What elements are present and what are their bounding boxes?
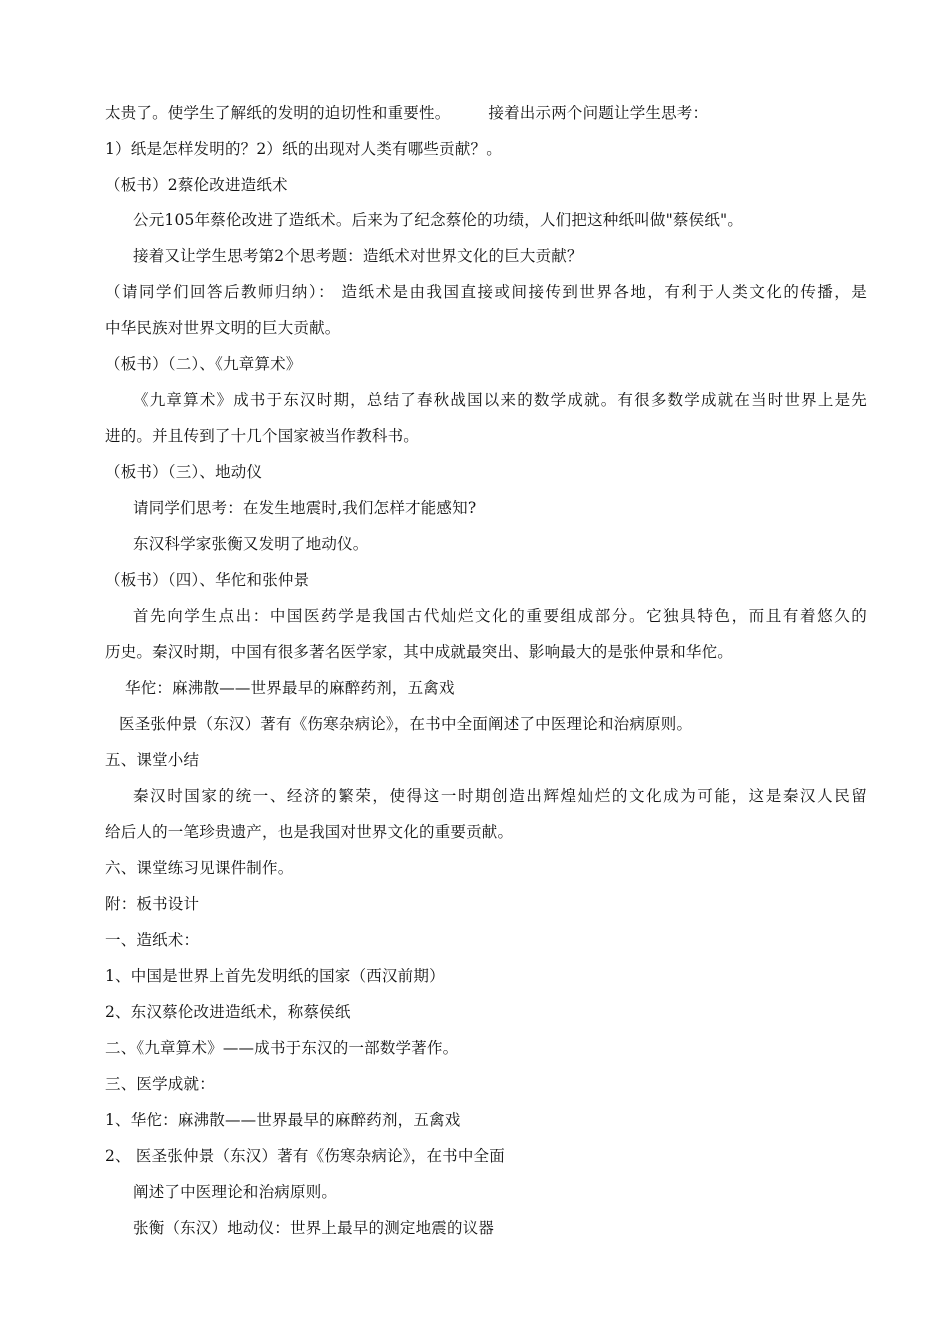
text-segment: 太贵了。使学生了解纸的发明的迫切性和重要性。 bbox=[105, 104, 451, 122]
text-line: 1、中国是世界上首先发明纸的国家（西汉前期） bbox=[105, 967, 445, 985]
text-line: 接着又让学生思考第2个思考题：造纸术对世界文化的巨大贡献？ bbox=[133, 247, 583, 265]
text-line: 二、《九章算术》——成书于东汉的一部数学著作。 bbox=[105, 1039, 459, 1057]
text-line: 进的。并且传到了十几个国家被当作教科书。 bbox=[105, 427, 420, 445]
text-line: 请同学们思考：在发生地震时,我们怎样才能感知? bbox=[133, 499, 477, 517]
text-line: 公元105年蔡伦改进了造纸术。后来为了纪念蔡伦的功绩，人们把这种纸叫做"蔡侯纸"。 bbox=[133, 211, 744, 229]
text-line: 中华民族对世界文明的巨大贡献。 bbox=[105, 319, 341, 337]
text-line: 2、 医圣张仲景（东汉）著有《伤寒杂病论》，在书中全面 bbox=[105, 1147, 505, 1165]
text-line: 2、东汉蔡伦改进造纸术，称蔡侯纸 bbox=[105, 1003, 351, 1021]
text-line: 一、造纸术： bbox=[105, 931, 200, 949]
text-line: 历史。秦汉时期，中国有很多著名医学家，其中成就最突出、影响最大的是张仲景和华佗。 bbox=[105, 643, 734, 661]
text-line: 华佗：麻沸散——世界最早的麻醉药剂，五禽戏 bbox=[125, 679, 455, 697]
text-line: 张衡（东汉）地动仪：世界上最早的测定地震的议器 bbox=[133, 1219, 495, 1237]
text-line: 首先向学生点出：中国医药学是我国古代灿烂文化的重要组成部分。它独具特色，而且有着悠久的 bbox=[133, 607, 867, 625]
text-line bbox=[105, 103, 708, 123]
section-heading: （板书）（四）、华佗和张仲景 bbox=[105, 571, 310, 589]
section-heading: （板书）2蔡伦改进造纸术 bbox=[105, 176, 288, 194]
text-line: 《九章算术》成书于东汉时期，总结了春秋战国以来的数学成就。有很多数学成就在当时世界上是先 bbox=[133, 391, 867, 409]
text-line: 医圣张仲景（东汉）著有《伤寒杂病论》，在书中全面阐述了中医理论和治病原则。 bbox=[119, 715, 693, 733]
section-heading: （板书）（二）、《九章算术》 bbox=[105, 355, 302, 373]
text-line: 给后人的一笔珍贵遗产，也是我国对世界文化的重要贡献。 bbox=[105, 823, 514, 841]
section-heading: 六、课堂练习见课件制作。 bbox=[105, 859, 294, 877]
text-line: 1、华佗：麻沸散——世界最早的麻醉药剂，五禽戏 bbox=[105, 1111, 461, 1129]
section-heading: （板书）（三）、地动仪 bbox=[105, 463, 263, 481]
text-line: 阐述了中医理论和治病原则。 bbox=[133, 1183, 338, 1201]
text-line: 1）纸是怎样发明的？2）纸的出现对人类有哪些贡献？。 bbox=[105, 140, 502, 158]
section-heading: 附：板书设计 bbox=[105, 895, 200, 913]
text-line: 三、医学成就： bbox=[105, 1075, 215, 1093]
text-line: （请同学们回答后教师归纳）： 造纸术是由我国直接或间接传到世界各地，有利于人类文化的传播，是 bbox=[105, 283, 867, 301]
section-heading: 五、课堂小结 bbox=[105, 751, 200, 769]
text-segment: 接着出示两个问题让学生思考： bbox=[488, 104, 709, 122]
text-line: 秦汉时国家的统一、经济的繁荣，使得这一时期创造出辉煌灿烂的文化成为可能，这是秦汉人民留 bbox=[133, 787, 867, 805]
text-line: 东汉科学家张衡又发明了地动仪。 bbox=[133, 535, 369, 553]
